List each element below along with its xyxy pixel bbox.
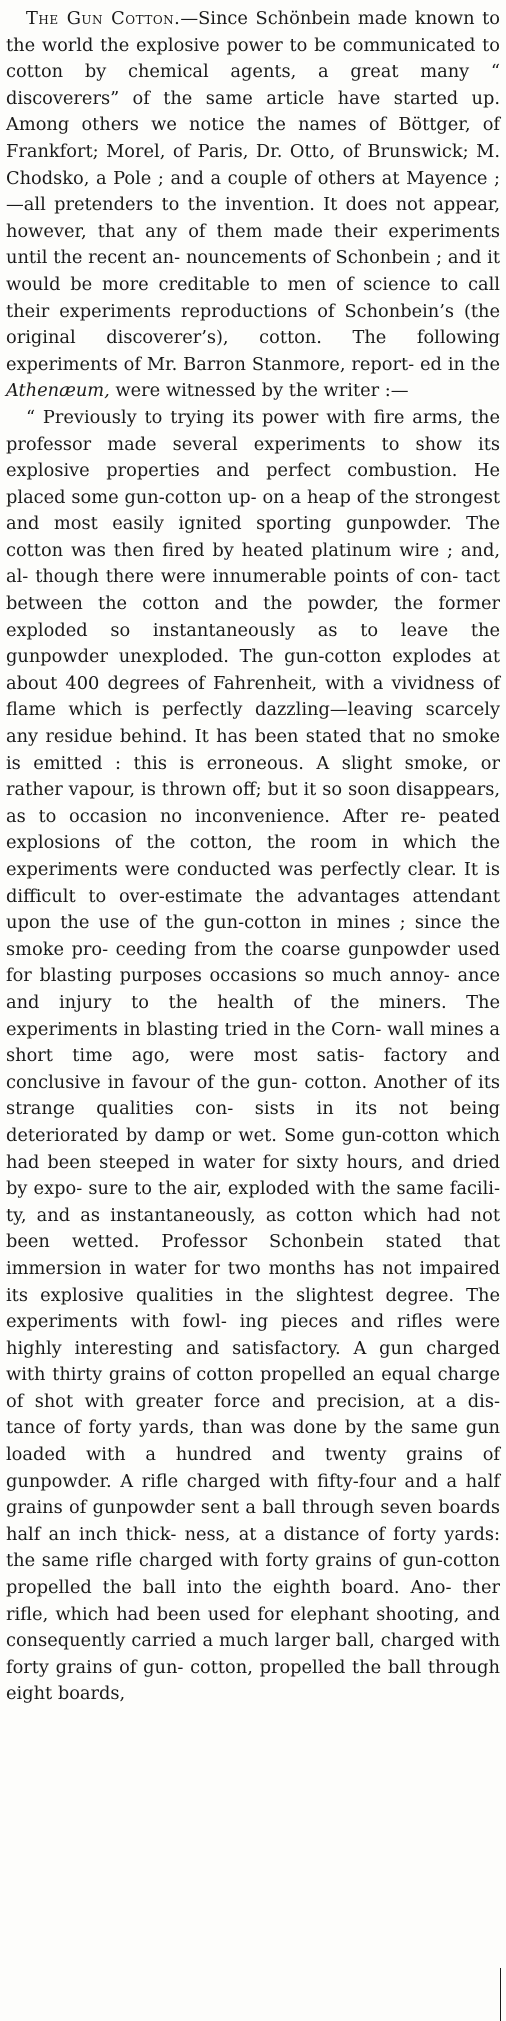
paragraph-quote: “ Previously to trying its power with fire arms, the professor made several experiments to show its explosive properties and perfect combustion. He placed some gun-cotton up- on a heap of the strongest and most easily ignited sporting gunpowder. The cotton was then fired by heated platinum wire ; and, al- though there were innumerable points of con- tact between the cotton and the powder, the former exploded so instantaneously as to leave the gunpowder unexploded. The gun-cotton explodes at about 400 degrees of Fahrenheit, with a vividness of flame which is perfectly dazzling—leaving scarcely any residue behind. It has been stated that no smoke is emitted : this is erroneous. A slight smoke, or rather vapour, is thrown off; but it so soon disappears, as to occasion no inconvenience. After re- peated explosions of the cotton, the room in which the experiments were conducted was perfectly clear. It is difficult to over-estimate the advantages attendant upon the use of the gun-cotton in mines ; since the smoke pro- ceeding from the coarse gunpowder used for blasting purposes occasions so much annoy- ance and injury to the health of the miners. The experiments in blasting tried in the Corn- wall mines a short time ago, were most satis- factory and conclusive in favour of the gun- cotton. Another of its strange qualities con- sists in its not being deteriorated by damp or wet. Some gun-cotton which had been steeped in water for sixty hours, and dried by expo- sure to the air, exploded with the same facili- ty, and as instantaneously, as cotton which had not been wetted. Professor Schonbein stated that immersion in water for two months has not impaired its explosive qualities in the slightest degree. The experiments with fowl- ing pieces and rifles were highly interesting and satisfactory. A gun charged with thirty grains of cotton propelled an equal charge of shot with greater force and precision, at a dis- tance of forty yards, than was done by the same gun loaded with a hundred and twenty grains of gunpowder. A rifle charged with fifty-four and a half grains of gunpowder sent a ball through seven boards half an inch thick- ness, at a distance of forty yards: the same rifle charged with forty grains of gun-cotton propelled the ball into the eighth board. Ano- ther rifle, which had been used for elephant shooting, and consequently carried a much larger ball, charged with forty grains of gun- cotton, propelled the ball through eight boards, [6, 406, 500, 1705]
paragraph-intro-text: —Since Schönbein made known to the world the explosive power to be communicated to cotton by chemical agents, a great many “ discoverers” of the same article have started up. Among others we notice the names of Böttger, of Frankfort; Morel, of Paris, Dr. Otto, of Brunswick; M. Chodsko, a Pole ; and a couple of others at Mayence ;—all pretenders to the invention. It does not appear, however, that any of them made their experiments until the recent an- nouncements of Schonbein ; and it would be more creditable to men of science to call their experiments reproductions of Schonbein’s (the original discoverer’s), cotton. The following experiments of Mr. Barron Stanmore, report- ed in the [6, 8, 500, 375]
article-heading: The Gun Cotton. [26, 8, 181, 29]
journal-name: Athenæum, [6, 380, 110, 402]
column-rule [500, 1968, 502, 2021]
paragraph-intro-outro: were witnessed by the writer :— [109, 380, 409, 402]
article-column [6, 6, 500, 1708]
paragraph-intro [6, 6, 500, 405]
